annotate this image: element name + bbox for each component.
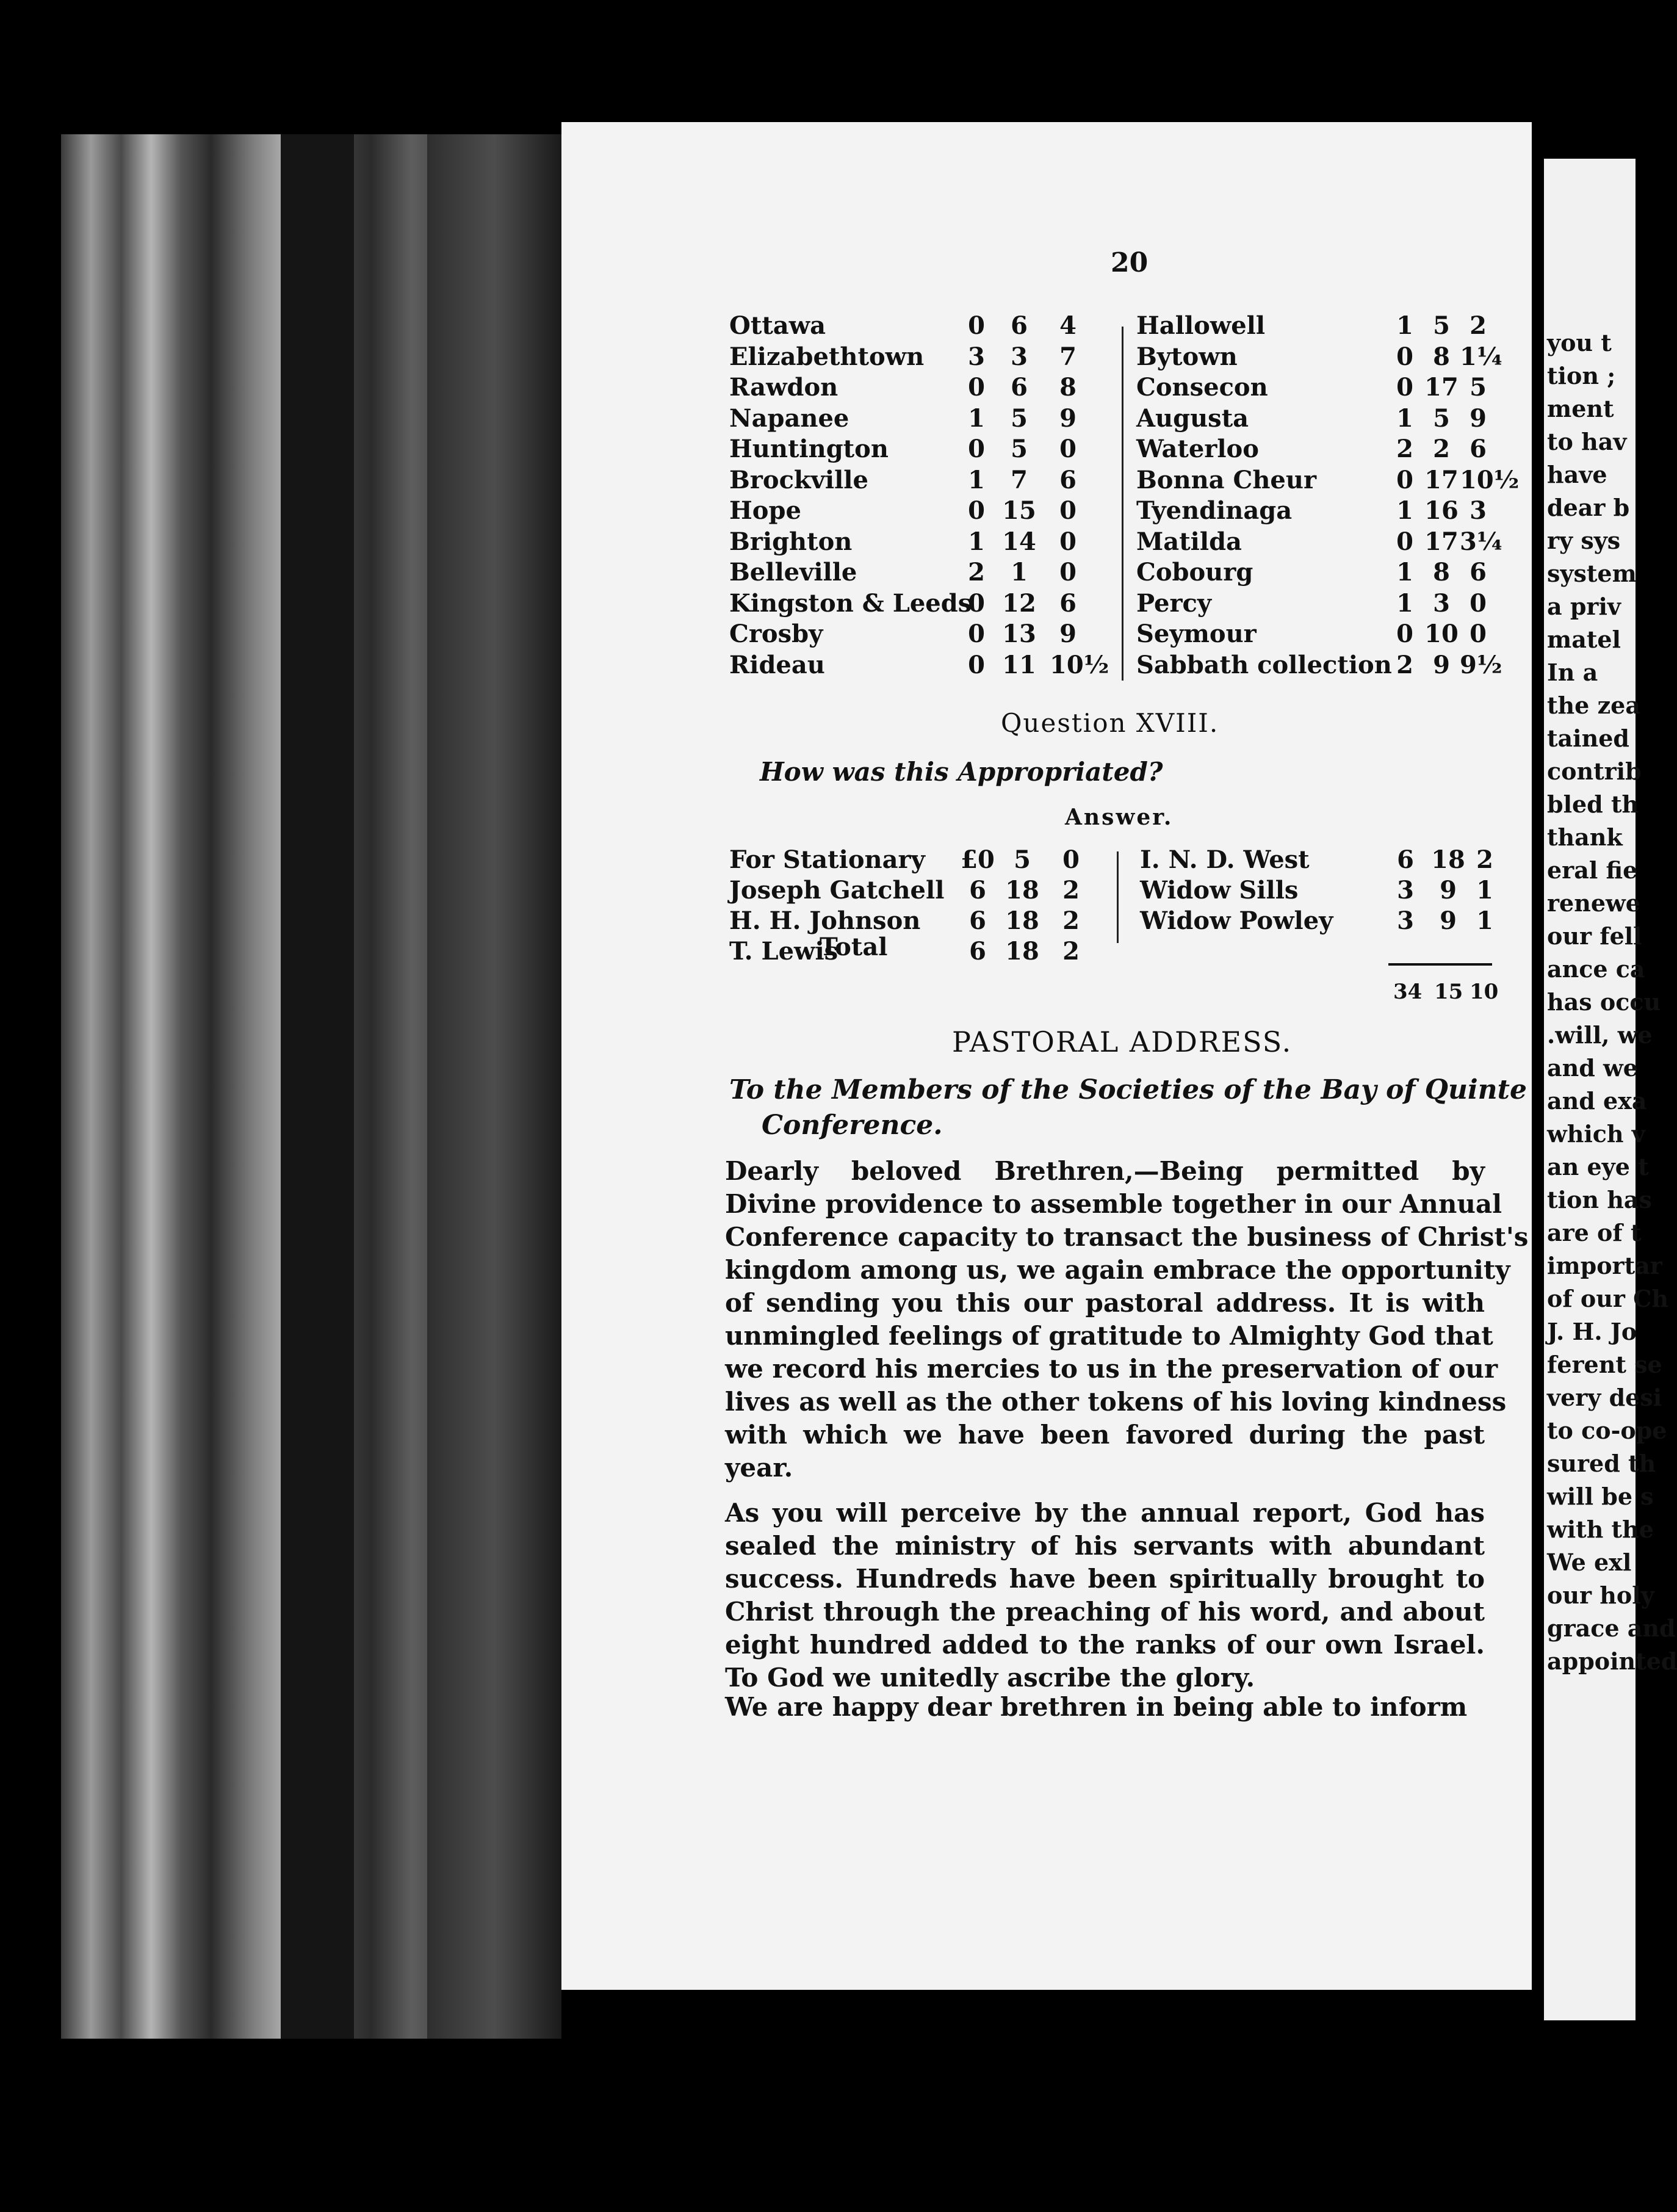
pounds-value: 1 [1396, 588, 1413, 618]
next-page-line: of our Ch [1547, 1285, 1669, 1312]
pence-value: 0 [1059, 435, 1077, 463]
row-name: Kingston & Leeds [729, 588, 972, 618]
pence-value: 2 [1062, 937, 1080, 966]
paragraph-line: success. Hundreds have been spiritually brought to [725, 1564, 1485, 1594]
address-paragraph-3 [725, 1691, 1485, 1724]
pence-value: 9 [1470, 403, 1487, 433]
paragraph-line: Conference capacity to transact the business of Christ's [725, 1222, 1529, 1252]
pence-value: 2 [1476, 845, 1493, 874]
next-page-line: very desi [1547, 1384, 1662, 1411]
next-page-line: system [1547, 560, 1637, 587]
next-page-line: an eye t [1547, 1153, 1649, 1180]
row-name: Hallowell [1136, 311, 1266, 340]
next-page-line: tion ; [1547, 362, 1616, 389]
next-page-line: dear b [1547, 494, 1630, 521]
next-page-line: .will, we [1547, 1021, 1653, 1049]
shillings-value: 11 [1002, 650, 1036, 679]
next-page-line: ment [1547, 395, 1614, 422]
pounds-value: 0 [1396, 620, 1413, 648]
next-page-line: J. H. Jo [1547, 1318, 1637, 1345]
pounds-value: 1 [1396, 311, 1413, 340]
answer-heading: Answer. [1065, 804, 1174, 830]
row-name: Belleville [729, 558, 857, 587]
pence-value: 10½ [1050, 650, 1109, 679]
pence-value: 6 [1059, 588, 1077, 618]
pence-value: 2 [1470, 311, 1487, 340]
paragraph-line: Christ through the preaching of his word, and about [725, 1597, 1485, 1627]
pounds-value: 0 [1396, 465, 1413, 494]
pence-value: 0 [1062, 845, 1080, 874]
shillings-value: 5 [1014, 845, 1031, 874]
pounds-value: 3 [1397, 906, 1414, 935]
row-name: Crosby [729, 620, 823, 648]
row-name: Sabbath collection [1136, 650, 1392, 679]
row-name: Matilda [1136, 527, 1242, 556]
pence-value: 9 [1059, 403, 1077, 433]
paragraph-line: kingdom among us, we again embrace the opportunity [725, 1255, 1510, 1285]
table-divider [1122, 327, 1123, 681]
shillings-value: 8 [1433, 558, 1450, 587]
shillings-value: 2 [1433, 435, 1450, 463]
pounds-value: 2 [968, 558, 985, 587]
paragraph-line: year. [725, 1453, 793, 1483]
shillings-value: 17 [1424, 527, 1459, 556]
pence-value: 8 [1059, 373, 1077, 402]
pounds-value: 0 [968, 311, 985, 340]
shillings-value: 12 [1002, 588, 1036, 618]
pounds-value: 0 [1396, 342, 1413, 371]
row-name: Cobourg [1136, 558, 1253, 587]
shillings-value: 5 [1433, 403, 1450, 433]
next-page-line: We exl [1547, 1549, 1632, 1576]
shillings-value: 13 [1002, 620, 1036, 648]
pence-value: 0 [1470, 588, 1487, 618]
shillings-value: 15 [1002, 496, 1036, 525]
pence-value: 9½ [1460, 650, 1502, 679]
pence-value: 1¼ [1460, 342, 1502, 371]
next-page-line: tained [1547, 725, 1629, 752]
address-paragraph-2 [725, 1497, 1485, 1694]
total-label: Total [820, 933, 888, 961]
pounds-value: 0 [968, 588, 985, 618]
next-page-line: our holy [1547, 1581, 1654, 1609]
next-page-line: importar [1547, 1252, 1662, 1279]
next-page-line: appointed [1547, 1647, 1677, 1675]
row-name: Napanee [729, 403, 849, 433]
next-page-line: has occu [1547, 988, 1661, 1016]
row-name: T. Lewis [729, 937, 838, 966]
shillings-value: 8 [1433, 342, 1450, 371]
next-page-line: matel [1547, 626, 1621, 653]
pence-value: 3¼ [1460, 527, 1502, 556]
row-name: Bonna Cheur [1136, 465, 1317, 494]
pence-value: 3 [1470, 496, 1487, 525]
row-name: Augusta [1136, 403, 1249, 433]
pounds-value: 0 [968, 620, 985, 648]
pounds-value: 1 [1396, 558, 1413, 587]
pounds-value: 0 [1396, 373, 1413, 402]
next-page-line: and we [1547, 1054, 1638, 1082]
shillings-value: 18 [1005, 876, 1039, 905]
next-page-line: with the [1547, 1516, 1654, 1543]
pence-value: 10½ [1460, 465, 1520, 494]
address-title: PASTORAL ADDRESS. [952, 1025, 1293, 1058]
pence-value: 7 [1059, 342, 1077, 371]
row-name: Consecon [1136, 373, 1268, 402]
row-name: For Stationary [729, 845, 925, 874]
row-name: Widow Powley [1140, 906, 1333, 935]
next-page-line: will be s [1547, 1483, 1654, 1510]
next-page-line: and exa [1547, 1087, 1647, 1115]
shillings-value: 18 [1005, 906, 1039, 935]
next-page-line: have [1547, 461, 1607, 488]
next-page-line: ferent se [1547, 1351, 1662, 1378]
shillings-value: 18 [1005, 937, 1039, 966]
pence-value: 0 [1059, 496, 1077, 525]
row-name: Seymour [1136, 620, 1257, 648]
row-name: Brighton [729, 527, 853, 556]
pounds-value: 6 [969, 937, 986, 966]
pounds-value: 0 [968, 650, 985, 679]
shillings-value: 3 [1433, 588, 1450, 618]
paragraph-line: To God we unitedly ascribe the glory. [725, 1663, 1255, 1693]
pounds-value: 1 [1396, 403, 1413, 433]
shillings-value: 9 [1433, 650, 1450, 679]
shillings-value: 6 [1011, 373, 1028, 402]
row-name: I. N. D. West [1140, 845, 1310, 874]
next-page-line: bled th [1547, 790, 1639, 818]
row-name: Widow Sills [1140, 876, 1299, 905]
pence-value: 5 [1470, 373, 1487, 402]
pounds-value: 6 [969, 906, 986, 935]
row-name: Waterloo [1136, 435, 1259, 463]
paragraph-line: As you will perceive by the annual report, God has [725, 1498, 1485, 1528]
paragraph-line: We are happy dear brethren in being able to inform [725, 1692, 1468, 1722]
pence-value: 9 [1059, 620, 1077, 648]
shillings-value: 1 [1011, 558, 1028, 587]
shillings-value: 5 [1011, 435, 1028, 463]
book-left-edge [61, 134, 561, 2039]
row-name: Joseph Gatchell [729, 876, 945, 905]
next-page-line: ry sys [1547, 527, 1621, 554]
pence-value: 0 [1059, 527, 1077, 556]
shillings-value: 6 [1011, 311, 1028, 340]
paragraph-line: lives as well as the other tokens of his loving kindness [725, 1387, 1507, 1417]
next-page-line: ance ca [1547, 955, 1645, 983]
pounds-value: 2 [1396, 650, 1413, 679]
pounds-value: 1 [968, 465, 985, 494]
shillings-value: 17 [1424, 373, 1459, 402]
pence-value: 6 [1059, 465, 1077, 494]
next-page-line: grace and [1547, 1614, 1676, 1642]
next-page-line: eral fie [1547, 856, 1638, 884]
page-fold [427, 134, 561, 2039]
shillings-value: 9 [1440, 876, 1457, 905]
total-pounds: 34 [1393, 980, 1423, 1004]
pounds-value: 1 [1396, 496, 1413, 525]
row-name: Ottawa [729, 311, 826, 340]
shillings-value: 14 [1002, 527, 1036, 556]
question-heading: Question XVIII. [1001, 708, 1219, 738]
pounds-value: £0 [961, 845, 995, 874]
total-pence: 10 [1470, 980, 1499, 1004]
next-page-text [1547, 327, 1677, 1678]
next-page-line: thank [1547, 823, 1623, 851]
next-page-line: contrib [1547, 757, 1642, 785]
pounds-value: 3 [1397, 876, 1414, 905]
pounds-value: 0 [968, 435, 985, 463]
pounds-value: 6 [969, 876, 986, 905]
paragraph-line: eight hundred added to the ranks of our own Israel. [725, 1630, 1485, 1660]
total-shillings: 15 [1434, 980, 1463, 1004]
next-page-line: renewe [1547, 889, 1640, 917]
pounds-value: 0 [968, 373, 985, 402]
next-page-line: are of t [1547, 1219, 1642, 1246]
pounds-value: 2 [1396, 435, 1413, 463]
paragraph-line: with which we have been favored during the past [725, 1420, 1485, 1450]
pence-value: 6 [1470, 435, 1487, 463]
pounds-value: 1 [968, 527, 985, 556]
next-page-line: tion has [1547, 1186, 1652, 1213]
row-name: Elizabethtown [729, 342, 925, 371]
pence-value: 2 [1062, 876, 1080, 905]
address-paragraph-1 [725, 1155, 1529, 1484]
book-spine-shadow [281, 134, 354, 2039]
paragraph-line: Dearly beloved Brethren,—Being permitted by [725, 1156, 1485, 1186]
address-to-conference: Conference. [762, 1110, 943, 1141]
row-name: H. H. Johnson [729, 906, 921, 935]
pounds-value: 6 [1397, 845, 1414, 874]
shillings-value: 9 [1440, 906, 1457, 935]
row-name: Rideau [729, 650, 825, 679]
next-page-line: sured th [1547, 1450, 1656, 1477]
shillings-value: 3 [1011, 342, 1028, 371]
question-text: How was this Appropriated? [760, 757, 1163, 787]
total-rule [1388, 963, 1492, 966]
row-name: Huntington [729, 435, 889, 463]
next-page-line: In a [1547, 659, 1598, 686]
next-page-line: which v [1547, 1120, 1645, 1148]
pence-value: 0 [1470, 620, 1487, 648]
next-page-line: to hav [1547, 428, 1627, 455]
shillings-value: 17 [1424, 465, 1459, 494]
paragraph-line: Divine providence to assemble together in our Annual [725, 1189, 1502, 1219]
pence-value: 1 [1476, 876, 1493, 905]
row-name: Percy [1136, 588, 1212, 618]
pounds-value: 0 [1396, 527, 1413, 556]
pence-value: 0 [1059, 558, 1077, 587]
pence-value: 4 [1059, 311, 1077, 340]
paragraph-line: sealed the ministry of his servants with abundant [725, 1531, 1485, 1561]
pence-value: 2 [1062, 906, 1080, 935]
next-page-line: to co-ope [1547, 1417, 1667, 1444]
paragraph-line: unmingled feelings of gratitude to Almighty God that [725, 1321, 1493, 1351]
next-page-line: our fell [1547, 922, 1642, 950]
pounds-value: 0 [968, 496, 985, 525]
address-to: To the Members of the Societies of the Bay of Quinte [729, 1074, 1527, 1105]
shillings-value: 5 [1011, 403, 1028, 433]
row-name: Rawdon [729, 373, 838, 402]
appropriation-divider [1117, 851, 1119, 943]
page-number: 20 [1111, 247, 1149, 278]
shillings-value: 5 [1433, 311, 1450, 340]
next-page-line: you t [1547, 329, 1612, 356]
row-name: Hope [729, 496, 801, 525]
row-name: Brockville [729, 465, 868, 494]
row-name: Bytown [1136, 342, 1238, 371]
pounds-value: 1 [968, 403, 985, 433]
shillings-value: 16 [1424, 496, 1459, 525]
pence-value: 6 [1470, 558, 1487, 587]
next-page-line: the zea [1547, 692, 1640, 719]
paragraph-line: we record his mercies to us in the preservation of our [725, 1354, 1498, 1384]
shillings-value: 7 [1011, 465, 1028, 494]
pence-value: 1 [1476, 906, 1493, 935]
row-name: Tyendinaga [1136, 496, 1293, 525]
paragraph-line: of sending you this our pastoral address. It is with [725, 1288, 1485, 1318]
shillings-value: 10 [1424, 620, 1459, 648]
next-page-line: a priv [1547, 593, 1621, 620]
shillings-value: 18 [1431, 845, 1465, 874]
pounds-value: 3 [968, 342, 985, 371]
